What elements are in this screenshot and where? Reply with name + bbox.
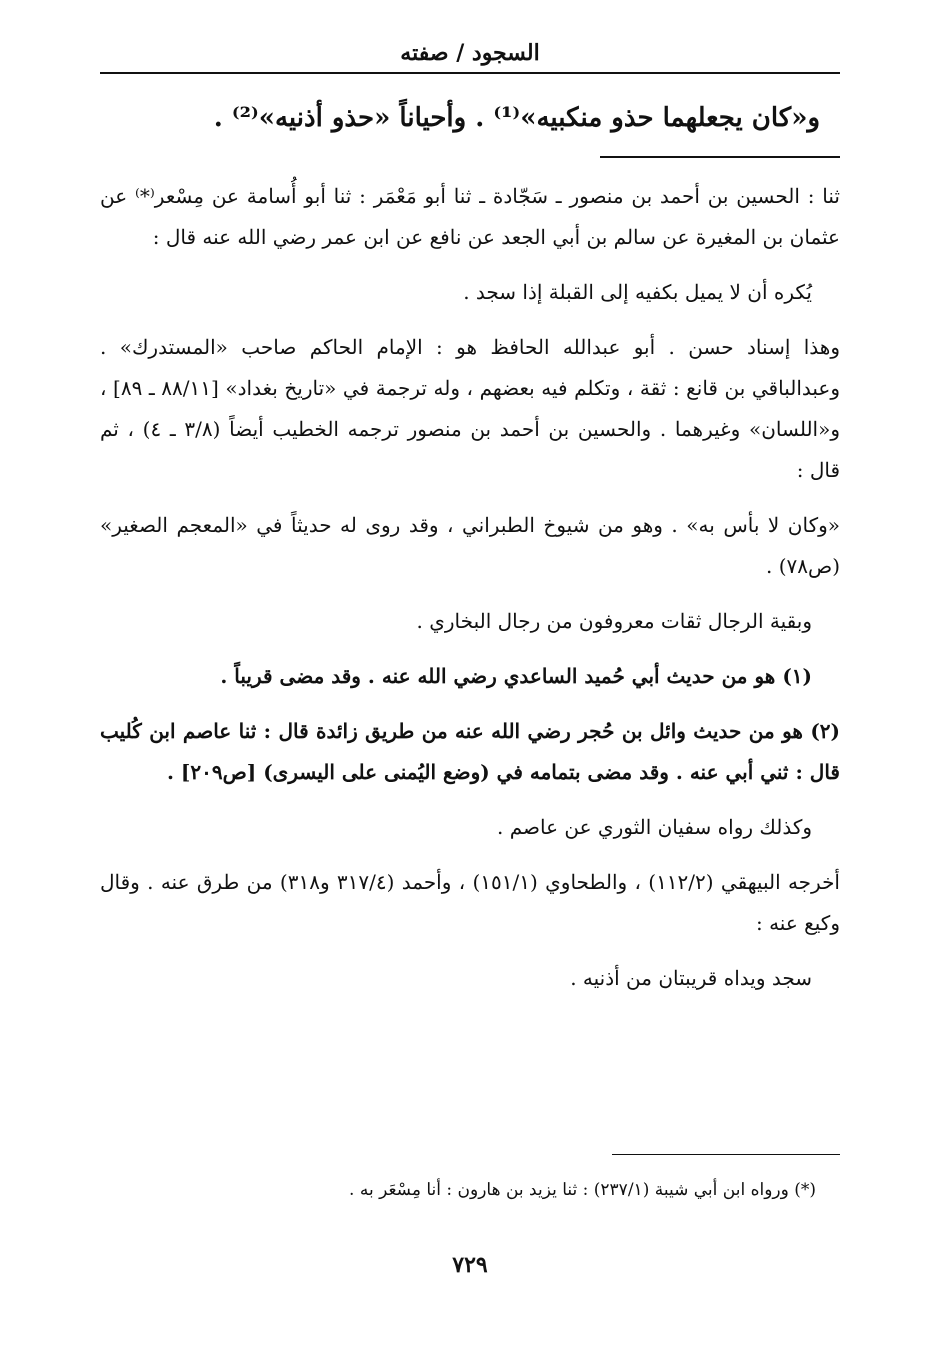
paragraph: أخرجه البيهقي (١١٢/٢) ، والطحاوي (١٥١/١) ، وأحمد (٣١٧/٤ و٣١٨) من طرق عنه . وقال وكيع عنه : (100, 870, 840, 935)
paragraph: وهذا إسناد حسن . أبو عبدالله الحافظ هو : الإمام الحاكم صاحب «المستدرك» . وعبدالباقي بن قانع : ثقة ، وتكلم فيه بعضهم ، وله ترجمة في «تاريخ بغداد» [٨٨/١١ ـ ٨٩] ، و«اللسان» وغيرهما . والحسين بن أحمد بن منصور ترجمه الخطيب أيضاً (٣/٨ ـ ٤) ، ثم قال : (100, 335, 841, 482)
note-paragraph: (١) هو من حديث أبي حُميد الساعدي رضي الله عنه . وقد مضى قريباً . (220, 664, 812, 688)
page-number: ٧٢٩ (452, 1252, 488, 1278)
paragraph: «وكان لا بأس به» . وهو من شيوخ الطبراني ، وقد روى له حديثاً في «المعجم الصغير» (ص٧٨) . (100, 513, 840, 578)
main-divider (600, 156, 840, 158)
paragraph: وبقية الرجال ثقات معروفون من رجال البخاري . (416, 609, 812, 633)
paragraph: سجد ويداه قريبتان من أذنيه . (570, 966, 812, 990)
paragraph: وكذلك رواه سفيان الثوري عن عاصم . (497, 815, 812, 839)
running-header: السجود / صفته (400, 40, 540, 66)
paragraph: ثنا : الحسين بن أحمد بن منصور ـ سَجّادة ـ ثنا أبو مَعْمَر : ثنا أبو أُسامة عن مِسْعر⁽*⁾ عن عثمان بن المغيرة عن سالم بن أبي الجعد عن نافع عن ابن عمر رضي الله عنه قال : (100, 184, 840, 249)
main-text: و«كان يجعلهما حذو منكبيه»⁽¹⁾ . وأحياناً «حذو أذنيه»⁽²⁾ . (213, 103, 820, 133)
footnote: (*) ورواه ابن أبي شيبة (٢٣٧/١) : ثنا يزيد بن هارون : أنا مِسْعَر به . (349, 1180, 816, 1200)
commentary-block (100, 176, 840, 1013)
note-paragraph: (٢) هو من حديث وائل بن حُجر رضي الله عنه من طريق زائدة قال : ثنا عاصم ابن كُليب قال : ثني أبي عنه . وقد مضى بتمامه في (وضع اليُمنى على اليسرى) [ص٢٠٩] . (100, 719, 841, 784)
footnote-divider (612, 1154, 840, 1155)
header-divider (100, 72, 840, 74)
paragraph: يُكره أن لا يميل بكفيه إلى القبلة إذا سجد . (463, 280, 812, 304)
